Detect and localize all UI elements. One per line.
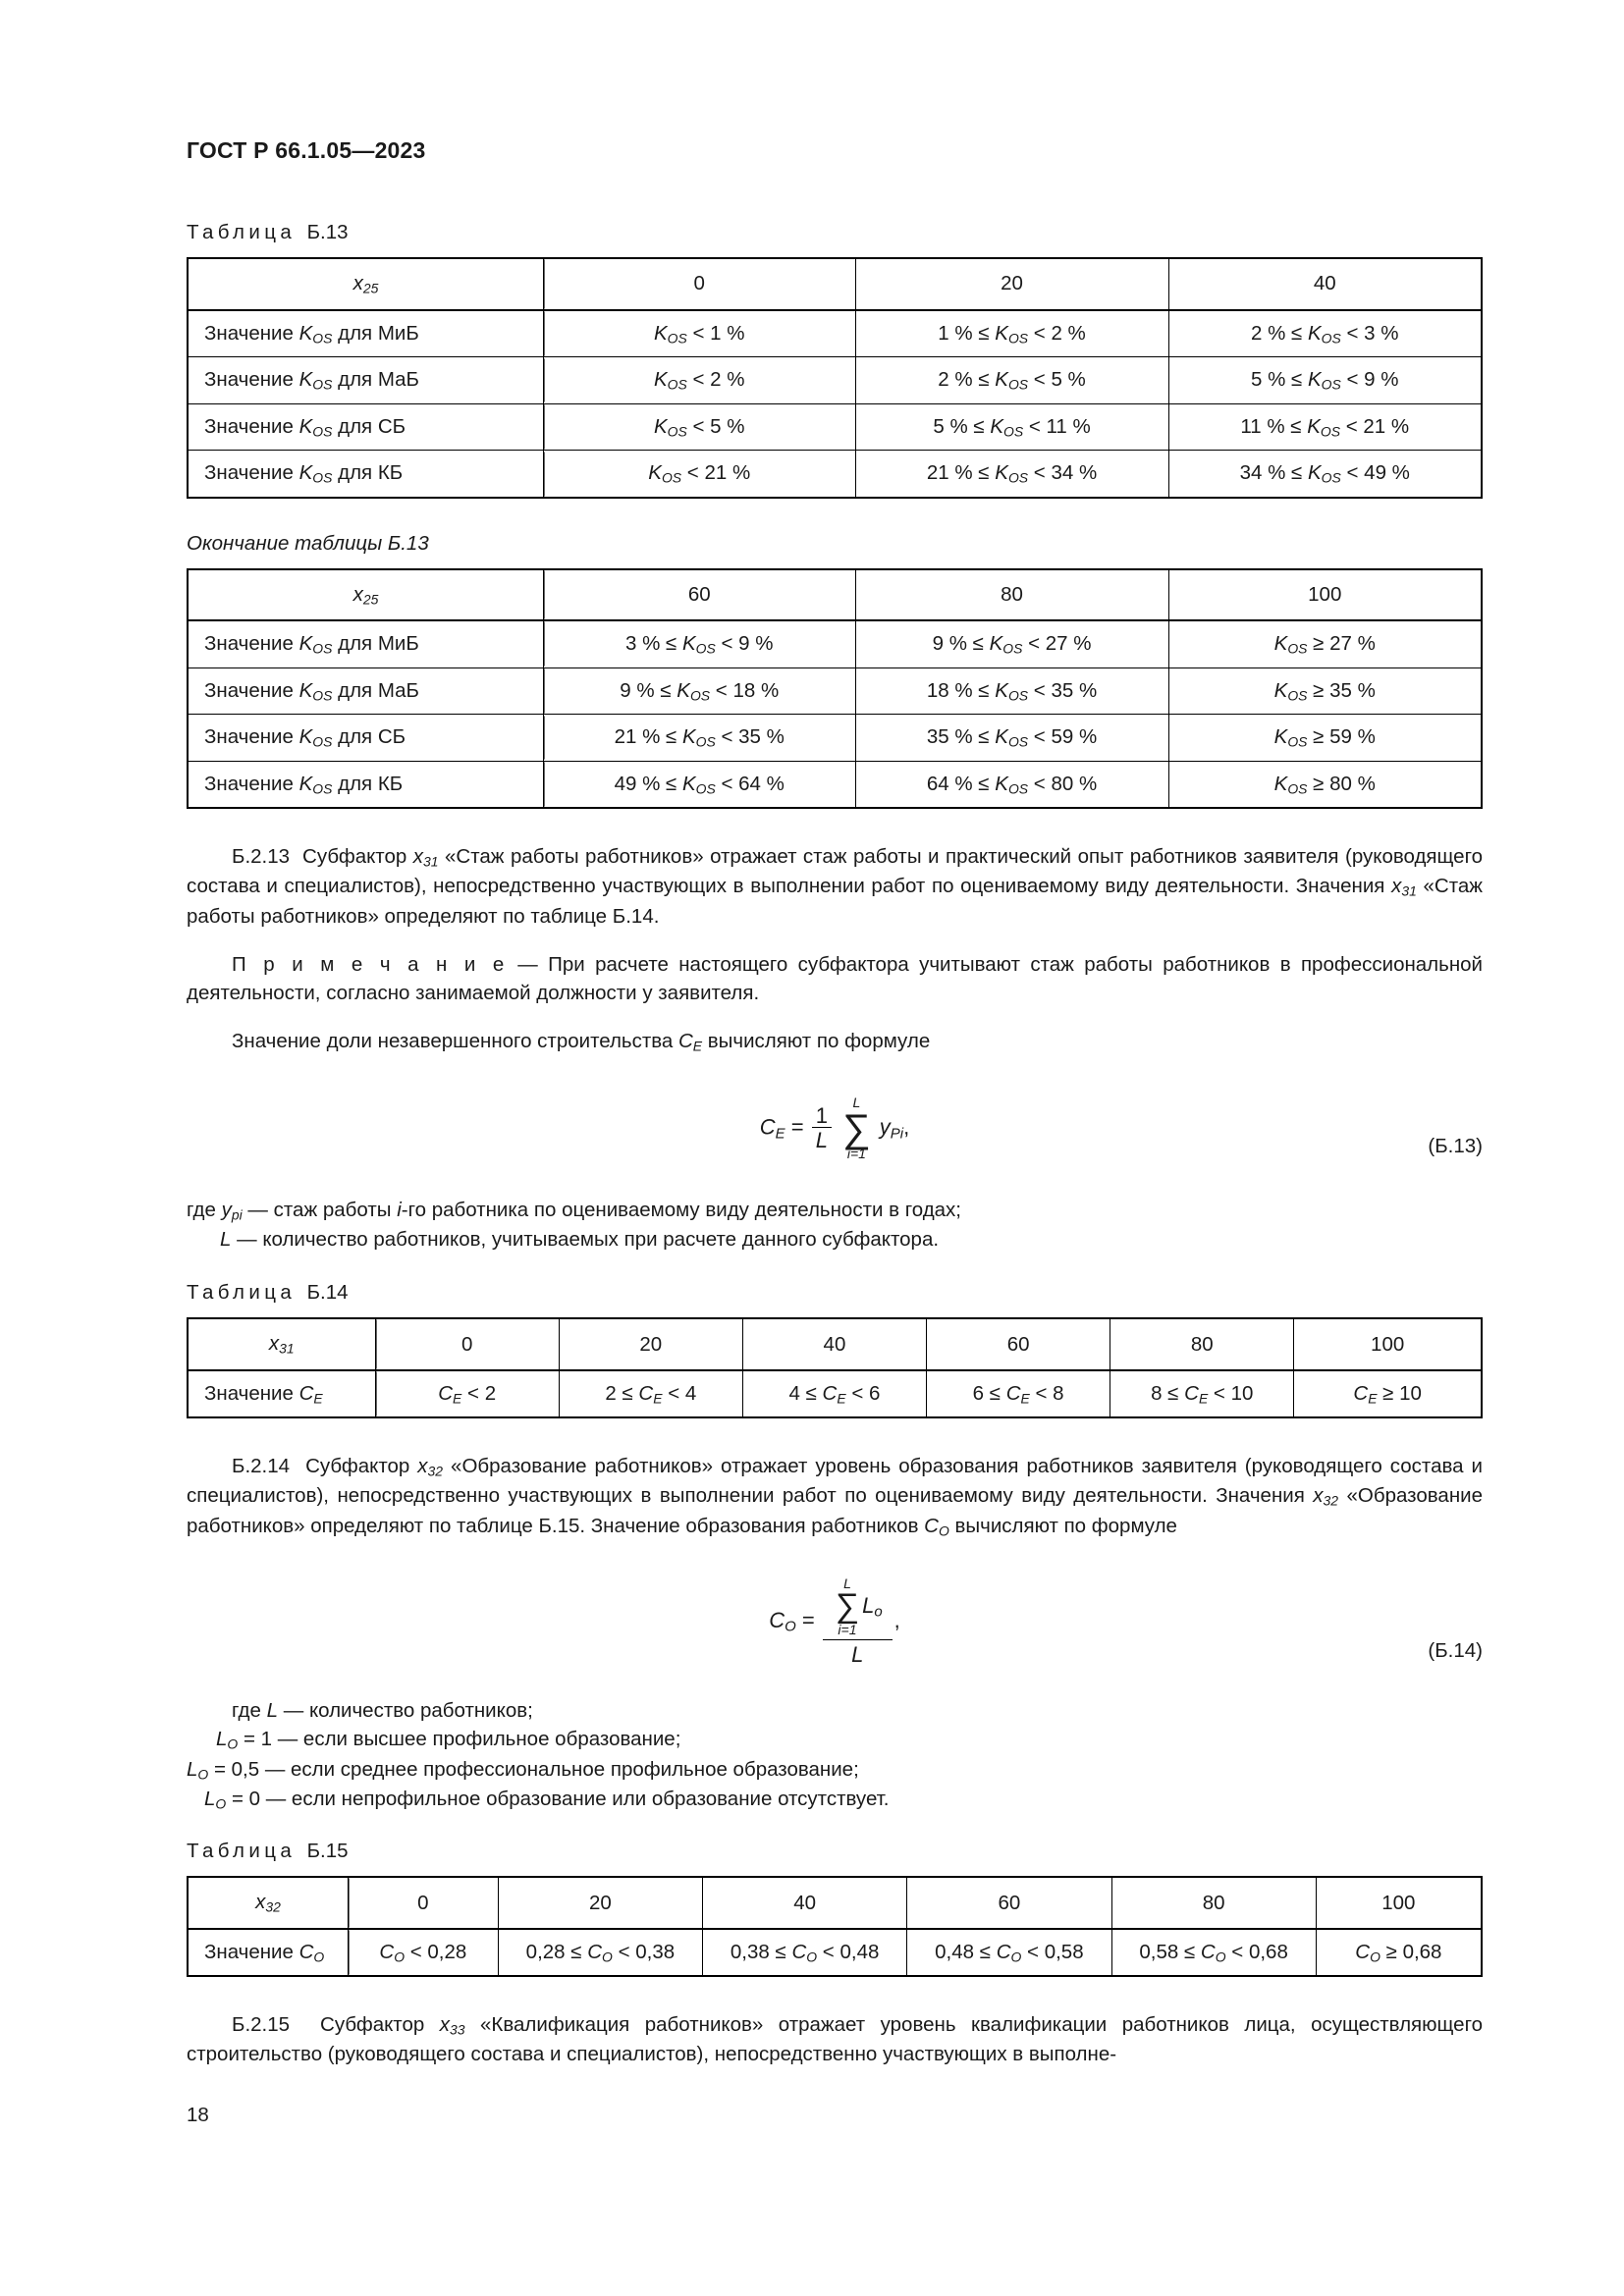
- table-b15-col-100: 100: [1316, 1877, 1482, 1929]
- table-b14-body: [188, 1318, 1482, 1417]
- table-b13-cont-row-label-kb: Значение $K_{OS}$ для КБ: [188, 761, 543, 808]
- table-b13-caption: [187, 221, 1483, 244]
- table-cell: 18 % ≤ $K_{OS} < 35$ %: [855, 667, 1168, 715]
- table-b13-cont-body: [188, 569, 1482, 809]
- table-b14-stub-header: $x_{31}$: [188, 1318, 375, 1370]
- table-b13-row-label-mib: Значение $K_{OS}$ для МиБ: [188, 310, 543, 357]
- table-cell: 35 % ≤ $K_{OS} < 59$ %: [855, 715, 1168, 762]
- table-b13-cont-block: [187, 568, 1483, 810]
- table-row: [188, 1929, 1482, 1977]
- table-b14: [187, 1317, 1483, 1418]
- table-cell: 11 % ≤ $K_{OS} < 21$ %: [1168, 403, 1482, 451]
- table-cell: $C_E \ge 10$: [1294, 1370, 1482, 1418]
- table-cell: 21 % ≤ $K_{OS} < 34$ %: [855, 451, 1168, 498]
- table-b13-row-label-kb: Значение $K_{OS}$ для КБ: [188, 451, 543, 498]
- table-cell: $8 \le C_E < 10$: [1110, 1370, 1294, 1418]
- summation-icon: L ∑ i=1: [835, 1575, 860, 1637]
- table-cell: $C_E < 2$: [375, 1370, 559, 1418]
- page-number: 18: [187, 2104, 209, 2126]
- formula-b13-equals: =: [790, 1114, 804, 1140]
- formula-b14: $C_O$ = L ∑ i=1 $L_o$ L , (Б.14): [769, 1575, 1483, 1667]
- table-row: [188, 569, 1482, 621]
- table-b14-col-100: 100: [1294, 1318, 1482, 1370]
- table-b15-caption-id: Б.15: [306, 1840, 349, 1863]
- table-row: [188, 357, 1482, 404]
- table-b13-row-label-mab: Значение $K_{OS}$ для МаБ: [188, 357, 543, 404]
- table-cell: $6 \le C_E < 8$: [927, 1370, 1110, 1418]
- table-row: [188, 1877, 1482, 1929]
- paragraph-b215: Б.2.15 Субфактор $x_{33}$ «Квалификация работников» отражает уровень квалификации работников лица, осуществляющего строительство (руководящего состава и специалистов), непосредственно участвующих в выполне-: [187, 2013, 1483, 2066]
- table-cell: $K_{OS} \ge 80$ %: [1168, 761, 1482, 808]
- note-b213: П р и м е ч а н и е — При расчете настоящего субфактора учитывают стаж работы работников в профессиональной деятельности, согласно занимаемой должности у заявителя.: [187, 952, 1484, 1004]
- table-b14-caption-id: Б.14: [306, 1281, 349, 1305]
- where-item: где $y_{pi}$ — стаж работы i-го работника по оцениваемому виду деятельности в годах;: [187, 1198, 961, 1223]
- table-b15-col-60: 60: [907, 1877, 1111, 1929]
- table-row: [188, 258, 1482, 310]
- table-b15-caption: [187, 1840, 1483, 1863]
- table-b13-cont-stub-header: $x_{25}$: [188, 569, 543, 621]
- table-b13-col-20: 20: [855, 258, 1168, 310]
- formula-b13: $C_E$ = $\frac{1}{L}$ L ∑ i=1 $y_{Pi}$, (Б.13): [759, 1095, 1483, 1162]
- table-b13-cont-row-label-mib: Значение $K_{OS}$ для МиБ: [188, 620, 543, 667]
- table-row: [188, 1318, 1482, 1370]
- table-row: [188, 761, 1482, 808]
- table-b15-stub-header: $x_{32}$: [188, 1877, 348, 1929]
- table-b13-col-40: 40: [1168, 258, 1482, 310]
- table-row: [188, 403, 1482, 451]
- table-b14-block: [187, 1317, 1483, 1418]
- table-b14-col-0: 0: [375, 1318, 559, 1370]
- table-b14-col-60: 60: [927, 1318, 1110, 1370]
- table-cell: 9 % ≤ $K_{OS} < 27$ %: [855, 620, 1168, 667]
- table-cell: 3 % ≤ $K_{OS} < 9$ %: [543, 620, 855, 667]
- document-header: ГОСТ Р 66.1.05—2023: [187, 137, 426, 163]
- formula-b14-lhs: C: [769, 1607, 785, 1632]
- table-b14-col-80: 80: [1110, 1318, 1294, 1370]
- table-b14-col-40: 40: [742, 1318, 926, 1370]
- table-cell: $K_{OS} < 2$ %: [543, 357, 855, 404]
- where-list-b13: [187, 1196, 1483, 1254]
- table-row: [188, 715, 1482, 762]
- formula-b13-fraction: $\frac{1}{L}$: [812, 1104, 832, 1152]
- table-cell: $K_{OS} \ge 27$ %: [1168, 620, 1482, 667]
- table-b13-stub-header: $x_{25}$: [188, 258, 543, 310]
- where-item: где L — количество работников;: [232, 1699, 533, 1723]
- table-cell: 34 % ≤ $K_{OS} < 49$ %: [1168, 451, 1482, 498]
- paragraph-b214: Б.2.14 Субфактор $x_{32}$ «Образование работников» отражает уровень образования работников заявителя (руководящего состава и специалистов), непосредственно участвующих в выполнении работ по оцениваемому виду деятельности. Значения $x_{32}$ «Образование работников» определяют по таблице Б.15. Значение образования работников $C_O$ вычисляют по формуле: [187, 1455, 1483, 1539]
- table-cell: $K_{OS} \ge 35$ %: [1168, 667, 1482, 715]
- table-cell: $K_{OS} \ge 59$ %: [1168, 715, 1482, 762]
- table-cell: 64 % ≤ $K_{OS} < 80$ %: [855, 761, 1168, 808]
- table-cell: $K_{OS} < 5$ %: [543, 403, 855, 451]
- where-item: $L_O = 0,5$ — если среднее профессиональное профильное образование;: [187, 1757, 859, 1783]
- table-b15-col-40: 40: [703, 1877, 907, 1929]
- table-cell: $0,58 \le C_O < 0,68$: [1111, 1929, 1316, 1977]
- formula-b13-term: y: [879, 1114, 891, 1140]
- table-b13-row-label-sb: Значение $K_{OS}$ для СБ: [188, 403, 543, 451]
- table-b14-row-label: Значение $C_E$: [188, 1370, 375, 1418]
- table-row: [188, 667, 1482, 715]
- table-row: [188, 620, 1482, 667]
- table-b15-row-label: Значение $C_O$: [188, 1929, 348, 1977]
- table-b13-body: [188, 258, 1482, 498]
- where-list-b14: [187, 1696, 1483, 1814]
- table-cell: 2 % ≤ $K_{OS} < 5$ %: [855, 357, 1168, 404]
- formula-b14-number: (Б.14): [1428, 1639, 1483, 1663]
- where-item: L — количество работников, учитываемых при расчете данного субфактора.: [220, 1227, 940, 1251]
- table-cell: $K_{OS} < 1$ %: [543, 310, 855, 357]
- table-b15-body: [188, 1877, 1482, 1976]
- table-b15-col-80: 80: [1111, 1877, 1316, 1929]
- table-b13-cont-col-100: 100: [1168, 569, 1482, 621]
- table-row: [188, 310, 1482, 357]
- table-cell: 5 % ≤ $K_{OS} < 9$ %: [1168, 357, 1482, 404]
- table-b15: [187, 1876, 1483, 1977]
- table-b14-caption: [187, 1281, 1483, 1305]
- table-b13-cont-col-60: 60: [543, 569, 855, 621]
- where-item: $L_O = 0$ — если непрофильное образование или образование отсутствует.: [204, 1787, 890, 1812]
- formula-b13-intro: Значение доли незавершенного строительства $C_E$ вычисляют по формуле: [232, 1029, 931, 1054]
- table-row: [188, 451, 1482, 498]
- table-cell: $0,48 \le C_O < 0,58$: [907, 1929, 1111, 1977]
- table-b15-col-0: 0: [348, 1877, 498, 1929]
- page-content: [187, 137, 1483, 2069]
- where-item: $L_O = 1$ — если высшее профильное образование;: [216, 1728, 681, 1752]
- table-cell: 2 % ≤ $K_{OS} < 3$ %: [1168, 310, 1482, 357]
- table-b14-caption-word: Таблица: [187, 1281, 297, 1305]
- table-b15-caption-word: Таблица: [187, 1840, 297, 1863]
- formula-b14-equals: =: [801, 1607, 815, 1632]
- table-cell: 5 % ≤ $K_{OS} < 11$ %: [855, 403, 1168, 451]
- table-cell: $K_{OS} < 21$ %: [543, 451, 855, 498]
- table-cell: $2 \le C_E < 4$: [559, 1370, 742, 1418]
- summation-icon: L ∑ i=1: [842, 1095, 871, 1162]
- formula-b13-lhs: C: [759, 1114, 776, 1140]
- table-b15-block: [187, 1876, 1483, 1977]
- table-cell: $C_O < 0,28$: [348, 1929, 498, 1977]
- table-b13-cont-row-label-mab: Значение $K_{OS}$ для МаБ: [188, 667, 543, 715]
- table-b13-block: [187, 257, 1483, 499]
- table-cell: 9 % ≤ $K_{OS} < 18$ %: [543, 667, 855, 715]
- table-row: [188, 1370, 1482, 1418]
- table-cell: $4 \le C_E < 6$: [742, 1370, 926, 1418]
- formula-b14-fraction: L ∑ i=1 $L_o$ L: [823, 1576, 893, 1667]
- formula-b13-number: (Б.13): [1428, 1134, 1483, 1157]
- table-b13: [187, 257, 1483, 499]
- table-b13-cont-row-label-sb: Значение $K_{OS}$ для СБ: [188, 715, 543, 762]
- table-b13-caption-word: Таблица: [187, 221, 297, 243]
- table-cell: $C_O \ge 0,68$: [1316, 1929, 1482, 1977]
- table-cell: $0,28 \le C_O < 0,38$: [498, 1929, 702, 1977]
- table-cell: 49 % ≤ $K_{OS} < 64$ %: [543, 761, 855, 808]
- table-b13-cont-col-80: 80: [855, 569, 1168, 621]
- table-b14-col-20: 20: [559, 1318, 742, 1370]
- table-b13-caption-id: Б.13: [306, 221, 349, 243]
- table-cell: $0,38 \le C_O < 0,48$: [703, 1929, 907, 1977]
- table-b15-col-20: 20: [498, 1877, 702, 1929]
- table-cell: 1 % ≤ $K_{OS} < 2$ %: [855, 310, 1168, 357]
- table-b13-cont: [187, 568, 1483, 810]
- paragraph-b213: Б.2.13 Субфактор $x_{31}$ «Стаж работы работников» отражает стаж работы и практический опыт работников заявителя (руководящего состава и специалистов), непосредственно участвующих в выполнении работ по оцениваемому виду деятельности. Значения $x_{31}$ «Стаж работы работников» определяют по таблице Б.14.: [187, 845, 1483, 928]
- table-cell: 21 % ≤ $K_{OS} < 35$ %: [543, 715, 855, 762]
- table-b13-col-0: 0: [543, 258, 855, 310]
- table-b13-cont-caption: Окончание таблицы Б.13: [187, 531, 429, 555]
